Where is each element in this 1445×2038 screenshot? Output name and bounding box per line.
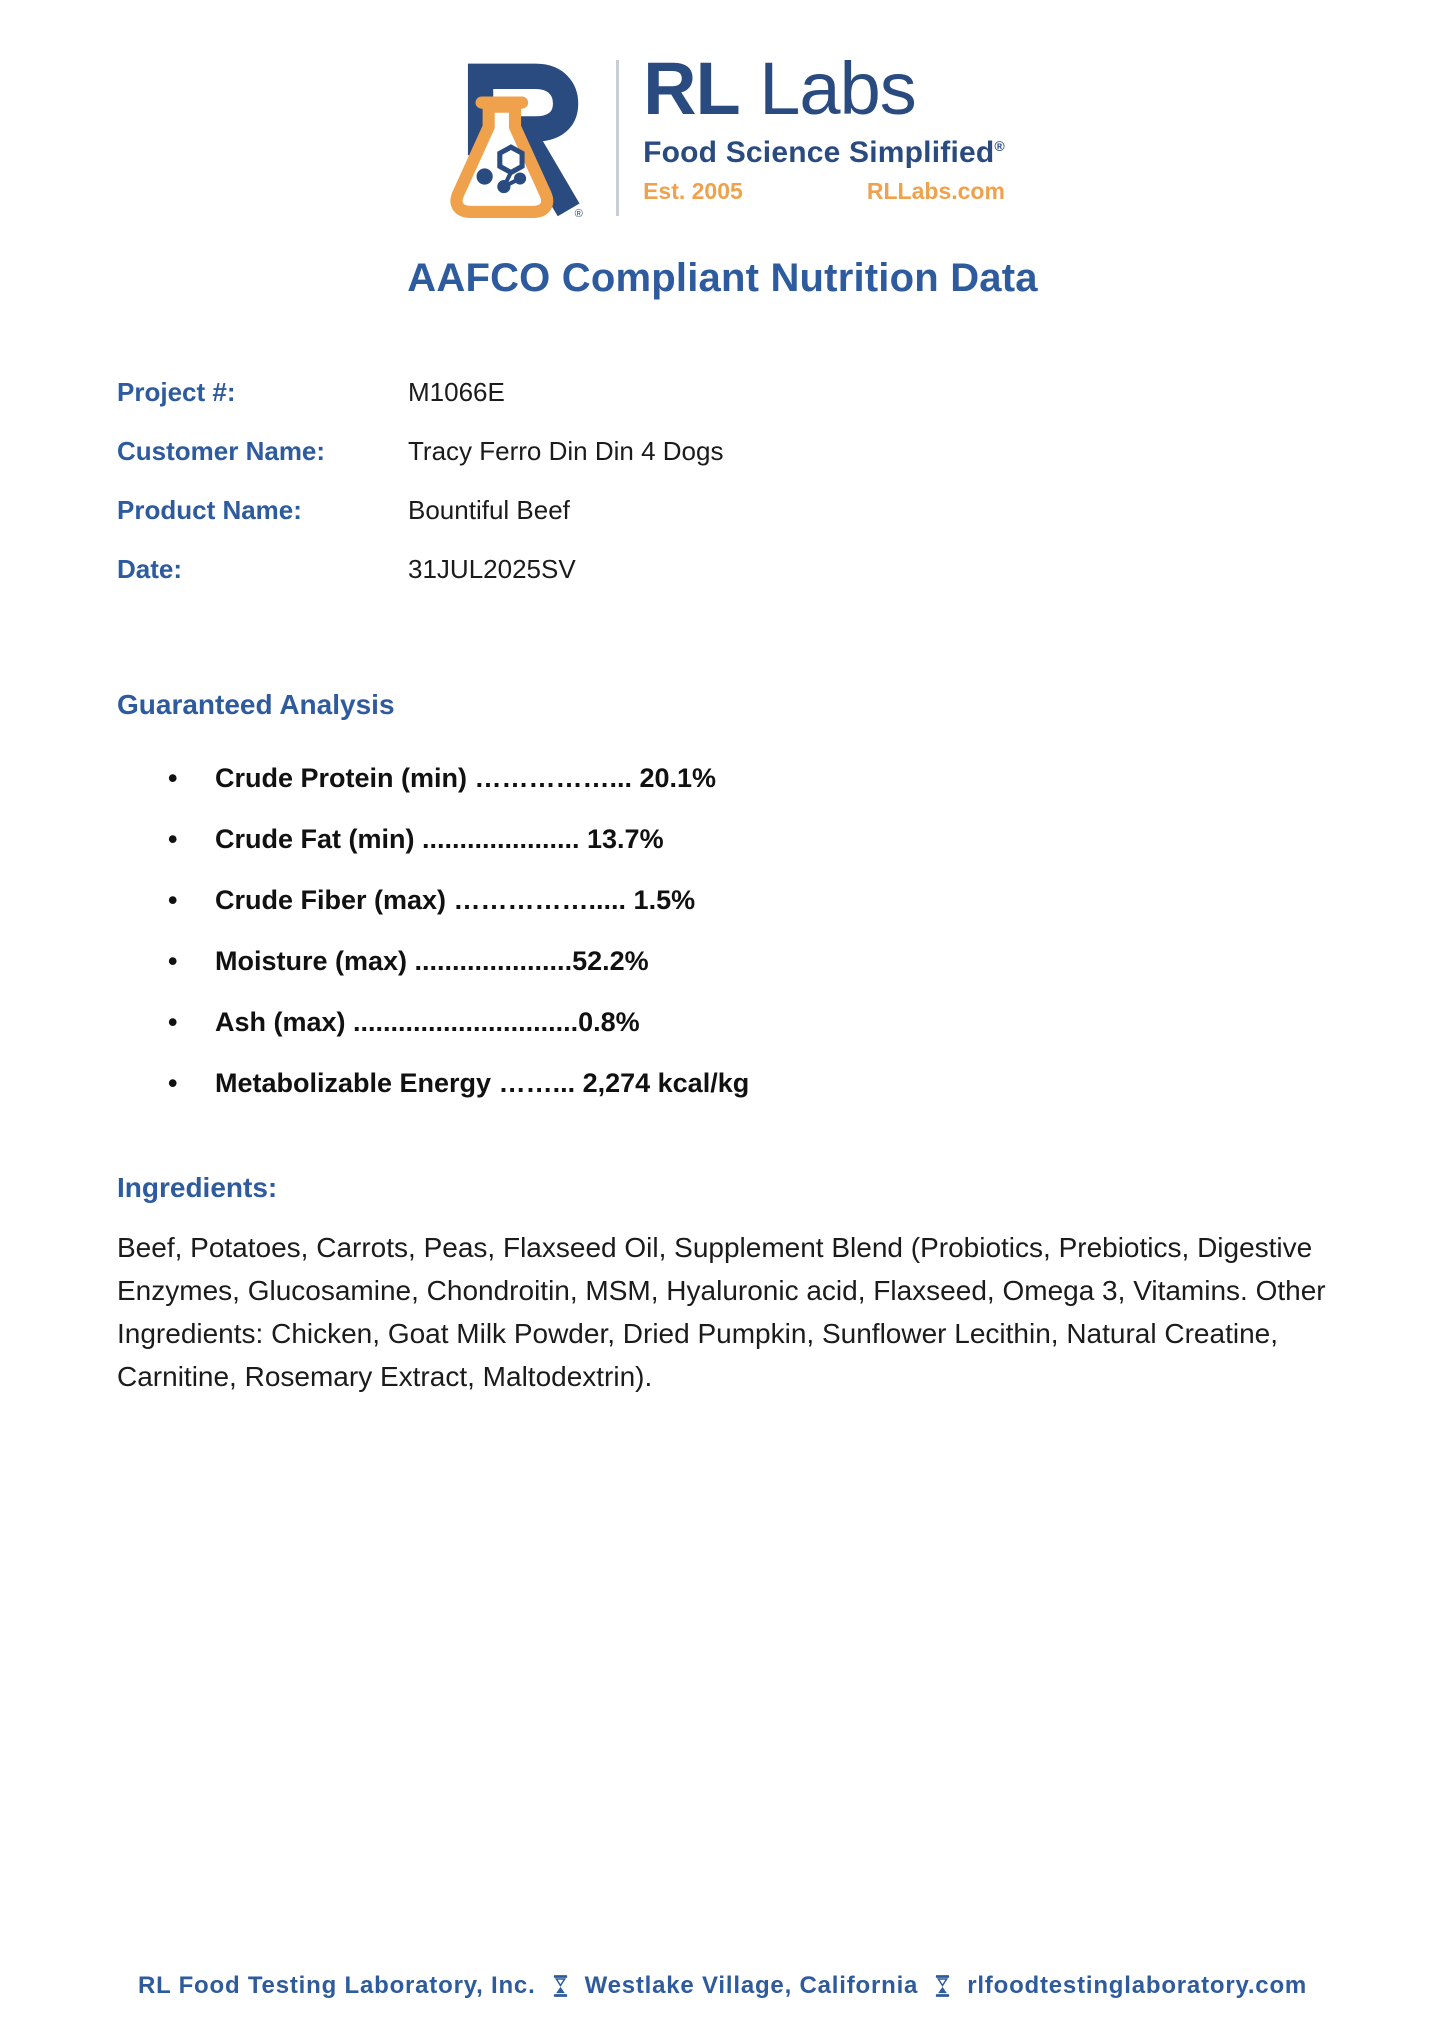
bullet-icon: • xyxy=(168,1068,178,1098)
ga-item-ash xyxy=(117,1007,1445,1038)
bullet-icon: • xyxy=(168,885,178,915)
logo-divider xyxy=(616,60,619,216)
ingredients-heading: Ingredients: xyxy=(117,1172,278,1203)
rl-labs-logo xyxy=(0,0,1445,222)
rl-flask-logo-icon xyxy=(440,50,592,220)
footer-location: Westlake Village, California xyxy=(584,1972,919,1999)
logo-wordmark-labs: Labs xyxy=(739,47,916,130)
bullet-icon: • xyxy=(168,763,178,793)
svg-text:®: ® xyxy=(574,207,583,220)
bullet-icon: • xyxy=(168,946,178,976)
ga-item-metabolizable-energy xyxy=(117,1068,1445,1099)
guaranteed-analysis-heading: Guaranteed Analysis xyxy=(117,689,395,720)
ingredients-section xyxy=(117,1171,1365,1398)
logo-wordmark xyxy=(643,47,1005,130)
ga-item-text: Crude Protein (min) ……………... 20.1% xyxy=(215,763,717,793)
footer-website: rlfoodtestinglaboratory.com xyxy=(967,1972,1308,1999)
info-label: Project #: xyxy=(117,377,236,407)
info-value: M1066E xyxy=(408,377,505,407)
ga-item-text: Metabolizable Energy ……... 2,274 kcal/kg xyxy=(215,1068,750,1098)
logo-tagline-text: Food Science Simplified xyxy=(643,136,995,169)
hourglass-icon xyxy=(553,1974,568,1998)
info-row-project xyxy=(117,377,1445,407)
info-value: 31JUL2025SV xyxy=(408,554,576,584)
info-row-customer xyxy=(117,436,1445,466)
ga-item-text: Crude Fiber (max) ……………..... 1.5% xyxy=(215,885,696,915)
ga-item-crude-fiber xyxy=(117,885,1445,916)
project-info-section xyxy=(117,377,1445,584)
ga-item-crude-protein xyxy=(117,763,1445,794)
registered-trademark-icon: ® xyxy=(994,138,1005,154)
ga-item-crude-fat xyxy=(117,824,1445,855)
info-value: Bountiful Beef xyxy=(408,495,570,525)
footer-company: RL Food Testing Laboratory, Inc. xyxy=(137,1972,536,1999)
guaranteed-analysis-section xyxy=(117,688,1445,1099)
page-title: AAFCO Compliant Nutrition Data xyxy=(407,256,1038,300)
info-row-date xyxy=(117,554,1445,584)
info-row-product xyxy=(117,495,1445,525)
info-label: Product Name: xyxy=(117,495,302,525)
page-footer xyxy=(0,1972,1445,2000)
info-value: Tracy Ferro Din Din 4 Dogs xyxy=(408,436,724,466)
ga-item-moisture xyxy=(117,946,1445,977)
logo-tagline xyxy=(643,136,1005,170)
ingredients-text: Beef, Potatoes, Carrots, Peas, Flaxseed Oil, Supplement Blend (Probiotics, Prebiotics, Digestive Enzymes, Glucosamine, Chondroitin, MSM, Hyaluronic acid, Flaxseed, Omega 3, Vitamins. Other Ingredients: Chicken, Goat Milk Powder, Dried Pumpkin, Sunflower Lecithin, Natural Creatine, Carnitine, Rosemary Extract, Maltodextrin). xyxy=(117,1232,1326,1392)
ga-item-text: Ash (max) ..............................0.8% xyxy=(215,1007,640,1037)
ga-item-text: Moisture (max) .....................52.2% xyxy=(215,946,649,976)
logo-wordmark-rl: RL xyxy=(643,47,740,130)
info-label: Customer Name: xyxy=(117,436,326,466)
hourglass-icon xyxy=(935,1974,950,1998)
info-label: Date: xyxy=(117,554,183,584)
bullet-icon: • xyxy=(168,1007,178,1037)
bullet-icon: • xyxy=(168,824,178,854)
guaranteed-analysis-list xyxy=(117,763,1445,1099)
logo-subline xyxy=(643,178,1005,205)
logo-established: Est. 2005 xyxy=(643,178,743,204)
logo-website: RLLabs.com xyxy=(866,178,1005,204)
logo-text xyxy=(643,47,1005,222)
ga-item-text: Crude Fat (min) ..................... 13.7% xyxy=(215,824,664,854)
